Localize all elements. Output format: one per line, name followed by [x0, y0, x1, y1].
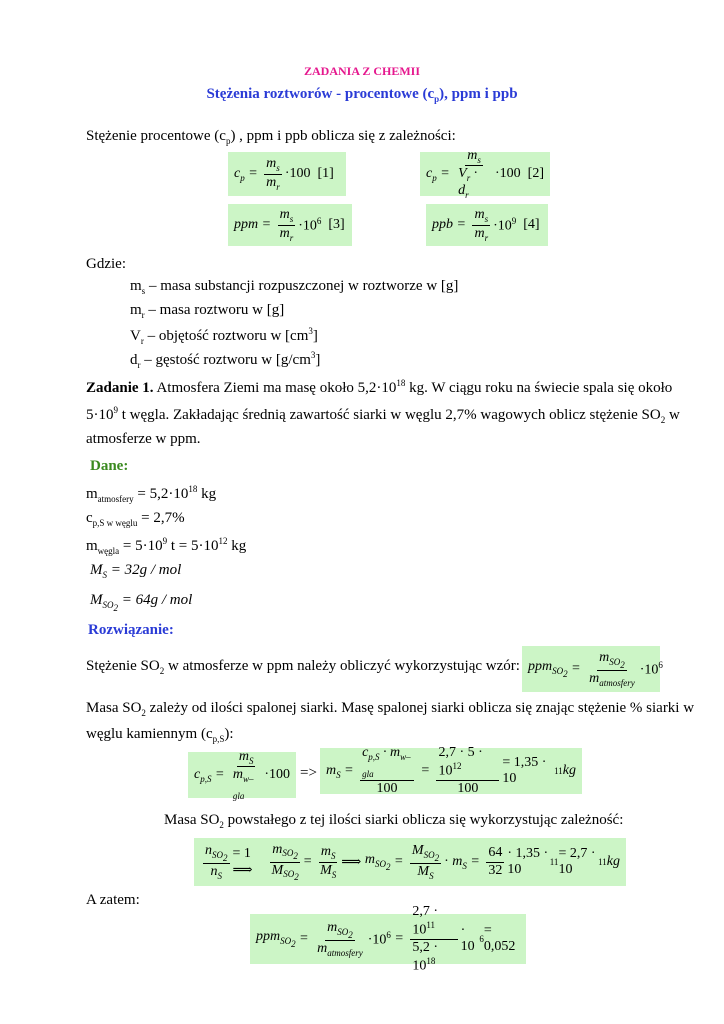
- formula-cp-volume: $c_p$ = $\frac{m_s}{V_r \cdot d_r}$ ·100 [2]: [420, 152, 550, 196]
- intro-text: Stężenie procentowe $(c_p)$ , ppm i ppb oblicza się z zależności:: [86, 128, 456, 146]
- zadanie-line2: $5\cdot 10^9$ t węgla. Zakładając średnią zawartość siarki w węglu 2,7% wagowych oblicz stężenie $SO_2$ w: [86, 405, 680, 425]
- zadanie-line3: atmosferze w ppm.: [86, 431, 201, 447]
- dane-ms: $M_S = 32g$ / mol: [90, 562, 182, 580]
- formula-ms-calc: $m_S$ = $\frac{c_{p,S} \cdot m_{w-gla}}{100}$ = $\frac{2,7 \cdot 5 \cdot 10^{12}}{100}$ = 1,35 · 10 11 kg: [320, 748, 582, 794]
- arrow-implies: =>: [300, 765, 317, 781]
- formula-cp-s: $c_{p,S}$ = $\frac{m_S}{m_{w-gla}}$ ·100: [188, 752, 296, 798]
- zadanie-line1: Zadanie 1. Atmosfera Ziemi ma masę około $5,2\cdot 10^{18}$ kg. W ciągu roku na świecie spala się około: [86, 378, 673, 396]
- dane-cp-s: $c_{p,S w węglu} = 2,7\%$: [86, 510, 185, 528]
- gdzie-item-mr: $m_r$ – masa roztworu w [g]: [130, 302, 285, 320]
- formula-ppm-so2: ppm$_{SO_2}$ = $\frac{m_{SO_2}}{m_{atmosfery}}$ $\cdot 10^6$: [522, 646, 660, 692]
- rozwiazanie-heading: Rozwiązanie:: [88, 622, 174, 638]
- document-subtitle: Stężenia roztworów - procentowe $(c_p)$, ppm i ppb: [206, 86, 518, 104]
- formula-ppm-final: ppm$_{SO_2}$ = $\frac{m_{SO_2}}{m_{atmosfery}}$ $\cdot 10^6$ = $\frac{2,7 \cdot 10^{11}}{5,2 \cdot 10^{18}}$ · 10 6 = 0,052: [250, 914, 526, 964]
- gdzie-item-vr: $V_r$ – objętość roztworu w $[cm^3]$: [130, 326, 318, 346]
- dane-m-wegla: $m_{węgla} = 5\cdot 10^9$ $t = 5\cdot 10^{12}$ kg: [86, 536, 247, 556]
- dane-heading: Dane:: [90, 458, 129, 474]
- dane-mso2: $M_{SO_2} = 64g$ / mol: [90, 592, 193, 613]
- document-title: ZADANIA Z CHEMII: [303, 64, 420, 78]
- gdzie-heading: Gdzie:: [86, 256, 126, 272]
- rozwiazanie-p1: Stężenie $SO_2$ w atmosferze w ppm należy obliczyć wykorzystując wzór:: [86, 658, 520, 676]
- gdzie-item-ms: $m_s$ – masa substancji rozpuszczonej w roztworze w [g]: [130, 278, 459, 296]
- formula-mso2-calc: $\frac{n_{SO_2}}{n_S}$ = 1 ⟹ $\frac{m_{SO_2}}{M_{SO_2}}$ = $\frac{m_S}{M_S}$ ⟹ $m_{SO_2}$ = $\frac{M_{SO_2}}{M_S}$ · $m_S$ = $\frac{64}{32}$ · 1,35 · 10 11 = 2,7 · 10 11 kg: [194, 838, 626, 886]
- gdzie-item-dr: $d_r$ – gęstość roztworu w $[g/cm^3]$: [130, 350, 321, 370]
- rozwiazanie-p3: węglu kamiennym $(c_{p,S})$:: [86, 726, 234, 744]
- rozwiazanie-p4: Masa $SO_2$ powstałego z tej ilości siarki oblicza się wykorzystując zależność:: [164, 812, 624, 830]
- rozwiazanie-p5: A zatem:: [86, 892, 140, 908]
- rozwiazanie-p2: Masa $SO_2$ zależy od ilości spalonej siarki. Masę spalonej siarki oblicza się znając stężenie % siarki w: [86, 700, 695, 718]
- formula-ppm: ppm = $\frac{m_s}{m_r}$ $\cdot 10^6$ [3]: [228, 204, 352, 246]
- formula-ppb: ppb = $\frac{m_s}{m_r}$ $\cdot 10^9$ [4]: [426, 204, 548, 246]
- dane-m-atmosfery: $m_{atmosfery} = 5,2\cdot 10^{18}$ kg: [86, 484, 217, 504]
- formula-cp-mass: $c_p$ = $\frac{m_s}{m_r}$ ·100 [1]: [228, 152, 346, 196]
